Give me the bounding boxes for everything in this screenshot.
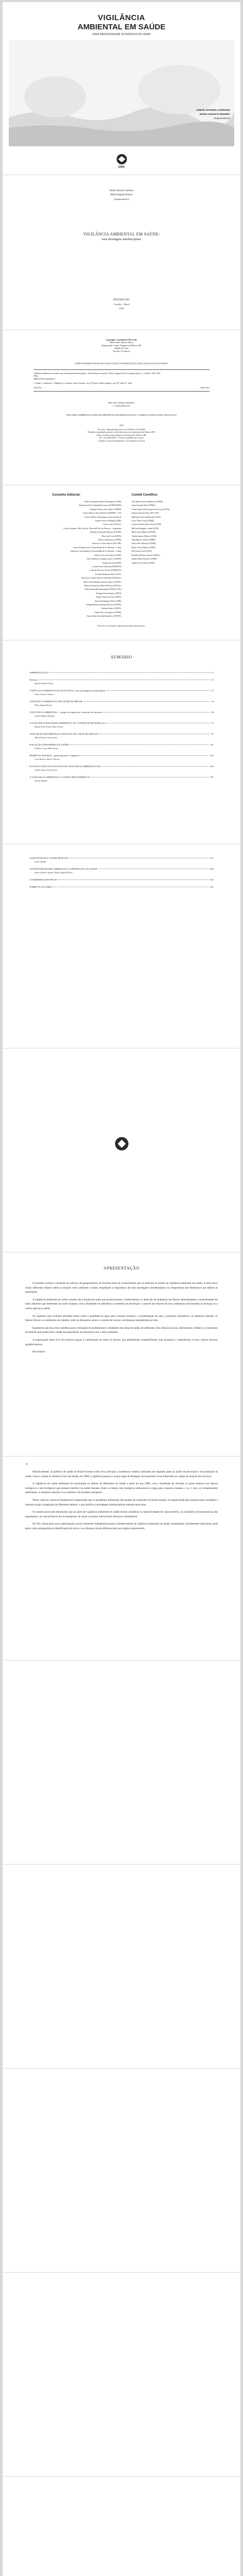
toc-entry-authors: Gabriel Mendes Monteiro bbox=[35, 715, 55, 717]
toc-entry-page: 11 bbox=[211, 671, 214, 674]
paragraph: A organização deste livro foi possível graças à colaboração de todos os autores, que gentilmente compartilharam suas pesquisas e experiências. A eles, nossos sinceros agradecimentos. bbox=[25, 1338, 218, 1346]
cover-title-line1: VIGILÂNCIA bbox=[98, 13, 145, 22]
toc-entry-authors: Lúcia Bezerra, Marcos Vinícius bbox=[35, 758, 60, 760]
blank-page-1 bbox=[3, 1660, 240, 1864]
toc-entry-page: 33 bbox=[211, 700, 214, 703]
publisher-logo-icon bbox=[111, 154, 132, 165]
copyright-page bbox=[3, 330, 240, 485]
paragraph: A vigilância em saúde ambiental foi estruturada no âmbito do Ministério da Saúde a partir do ano 2000, com a finalidade de articular as ações relativas aos fatores biológicos e não biológicos que possam interferir na saúde humana. Entre os fatores não biológicos destacam-se a água para consumo humano, o ar, o solo, os contaminantes ambientais, os desastres naturais e os acidentes com produtos perigosos. bbox=[25, 1482, 218, 1495]
toc-page bbox=[3, 640, 240, 844]
title-page-subtitle: uma abordagem interdisciplinar bbox=[102, 238, 141, 241]
toc-entry-title: Prefácio bbox=[29, 679, 38, 681]
copyright-block bbox=[3, 338, 240, 352]
council-left-title: Conselho Editorial: bbox=[52, 494, 81, 497]
toc-list bbox=[29, 671, 214, 787]
toc-entry-title: VIGILÂNCIA AMBIENTAL – o papel do registro de Controles de Emissões bbox=[29, 711, 103, 714]
half-title-page bbox=[3, 175, 240, 330]
council-member: Maria Lília Imbiriba Sousa Colares (UFOPA) bbox=[83, 580, 121, 583]
council-member: Lauro Pinto Lima (UNEB) bbox=[132, 519, 154, 522]
toc-entry-page: 163 bbox=[210, 765, 214, 768]
council-member: Anna Lourdes Pons (UFMG) bbox=[132, 504, 156, 507]
toc-leader-dots bbox=[58, 879, 209, 880]
council-member: Élsio José Corá (UFFS) bbox=[101, 534, 121, 537]
toc-entry-title: SOBRE OS AUTORES bbox=[29, 886, 52, 888]
toc-entry-page: 261 bbox=[210, 878, 214, 881]
toc-page-2 bbox=[3, 844, 240, 1048]
council-member: Carmen Tereza Velanga (UNIR) bbox=[94, 519, 121, 522]
toc-entry-title: A VIGILÂNCIA EM SAÚDE AMBIENTAL NO CONTROLE DE DOENÇAS bbox=[29, 722, 105, 724]
toc-leader-dots bbox=[80, 755, 209, 756]
toc-entry-title: ANÁLISE DA DISTRIBUIÇÃO ESPACIAL DE CASOS DE DENGUE bbox=[29, 733, 99, 735]
toc-entry-page: 187 bbox=[210, 776, 214, 778]
copyright-year: 2016 bbox=[119, 424, 124, 427]
toc-entry[interactable] bbox=[29, 857, 214, 860]
blank-page-3 bbox=[3, 2069, 240, 2272]
toc-entry-authors: Andréa Santos, Rita Oliveira bbox=[35, 769, 57, 771]
toc-entry[interactable] bbox=[29, 689, 214, 692]
council-member: Paulo Romualdo Hernandes (UNIFAL-MG) bbox=[85, 588, 121, 591]
toc-entry[interactable] bbox=[29, 722, 214, 725]
cip-title: DADOS INTERNACIONAIS DE CATALOGAÇÃO NA PUBLICAÇÃO (CIP) CATALOGAÇÃO NA FONTE bbox=[75, 362, 168, 365]
blank-page-4 bbox=[3, 2273, 240, 2476]
rights-line1: Foi feito o depósito legal conf. Lei 10.994 de 14/12/2004 bbox=[98, 428, 145, 431]
separator-logo bbox=[3, 1136, 240, 1154]
council-member: Gloria Fariñas León (Universidade de La Havana – Cuba) bbox=[73, 546, 121, 549]
council-member: Maria de Lourdes Pinto de Almeida (UNOESC) bbox=[82, 577, 121, 580]
title-page-publisher: EDITORA CRV bbox=[113, 299, 130, 301]
council-member: Simone Rodrigues Pinto (UNB) bbox=[94, 599, 121, 602]
toc-entry-page: 121 bbox=[210, 743, 214, 746]
toc-entry[interactable] bbox=[29, 700, 214, 703]
toc-entry-authors: Paula Andrade bbox=[35, 861, 46, 863]
council-member: Olga Maria Coelho (UFRRJ) bbox=[132, 538, 156, 541]
council-member: Ana Maria Ferreira Menezes (UNEB) bbox=[132, 500, 163, 503]
index-item: 1. Saúde pública 614 bbox=[112, 404, 131, 407]
council-member: Francisco Carlos Duarte (PUC-PR) bbox=[92, 542, 121, 545]
council-member: Paulo César Pinheiro (UFPI) bbox=[132, 546, 156, 549]
council-member: Lídia de Oliveira Xavier (UNIEURO) bbox=[90, 569, 121, 572]
title-page-city: Curitiba – Brasil bbox=[114, 303, 129, 306]
body-page bbox=[3, 1456, 240, 1660]
toc-entry-authors: Jomar Antonio Luterano bbox=[35, 693, 54, 696]
council-member: Elizeu Clementino (UNEB) bbox=[98, 538, 121, 541]
council-member: Gláucia Ferreira Pinto (PUC-SP) bbox=[132, 512, 159, 515]
toc-leader-dots bbox=[84, 701, 210, 702]
cover-organizer1: JOMAR ANTONIO LUTERANO bbox=[196, 109, 230, 111]
toc-entry-authors: Maria Augusta Bourev bbox=[35, 704, 53, 706]
council-member: Eduardo Fernandes Barbosa (UFMG) bbox=[90, 531, 121, 534]
council-member: Guillermo Arias Beatón (Universidade de La Havana – Cuba) bbox=[70, 550, 121, 553]
council-member: Rodrigo Pratte-Santos (UFES) bbox=[96, 591, 121, 595]
cip-isbn: ISBN 978-85-444-0000-0 bbox=[34, 377, 55, 380]
separator-page bbox=[3, 1048, 240, 1252]
toc-entry[interactable] bbox=[29, 765, 214, 768]
council-member: Andréia da Silva Quintanilha Sousa (UNIR/UFRN) bbox=[78, 504, 121, 507]
half-title-org2: Maria Augusta Bourev bbox=[110, 194, 133, 196]
body-text bbox=[25, 1470, 218, 1534]
cover-publisher: CRV bbox=[118, 166, 125, 169]
toc-leader-dots bbox=[104, 712, 210, 713]
paragraph: O presente volume é resultado de esforços de pesquisadores de diversas áreas do conhecimento que se dedicam ao estudo da vigilância ambiental em saúde. A obra busca reunir diferentes olhares sobre as relações entre ambiente e saúde, ressaltando a importância de uma abordagem interdisciplinar na compreensão dos fenômenos que afetam as populações. bbox=[25, 1282, 218, 1294]
paragraph: Esperamos que esta obra contribua para a formação de profissionais e estudantes das áreas da saúde, do ambiente e das ciências sociais, estimulando o debate e a construção de práticas que promovam a saúde das populações em harmonia com o meio ambiente. bbox=[25, 1326, 218, 1334]
toc-entry[interactable] bbox=[29, 776, 214, 779]
index-title: Índice para catálogo sistemático bbox=[108, 401, 135, 404]
half-title-org1: Jomar Antonio Luterano bbox=[109, 190, 134, 192]
council-member: Vanda Lúcia Freitas (UFPI) bbox=[132, 561, 155, 564]
toc-leader-dots bbox=[101, 766, 209, 767]
toc-entry-title: CONSIDERAÇÕES FINAIS bbox=[29, 878, 57, 881]
copyright-line5: Revisão: Os Autores bbox=[113, 349, 130, 352]
toc-entry-title: PLANTAS TÓXICAS E PLANTAS DE VIGILÂNCIA AMBIENTAL EM bbox=[29, 765, 101, 768]
toc-entry[interactable] bbox=[29, 671, 214, 674]
toc-entry-page: 239 bbox=[210, 868, 214, 870]
council-member: Solange Helena Ximenes-Rocha (UFOPA) bbox=[86, 603, 121, 606]
cip-subjects: 1. Saúde 2. Ambiente 3. Vigilância I. Luterano, Jomar Antonio. org. II. Bourev, Maria Augusta. org. III. Título IV. Série. bbox=[34, 382, 133, 385]
presentation-heading: APRESENTAÇÃO bbox=[103, 1266, 140, 1270]
council-right-title: Comitê Científico: bbox=[132, 494, 158, 497]
cover-subtitle: UMA ABORDAGEM INTERDISCIPLINAR bbox=[92, 33, 151, 36]
paragraph: Boa leitura! bbox=[33, 1350, 45, 1354]
cover-page bbox=[3, 2, 240, 175]
rights-line4: Tel.: (41) 3039-6418 - E-mail: sac@editoracrv.com.br bbox=[99, 436, 144, 439]
paragraph: Os capítulos aqui reunidos abordam temas como a qualidade da água para consumo humano, a contaminação do solo, a poluição atmosférica, os desastres naturais, os fatores físicos e os ambientes de trabalho, além de discussões sobre o controle de vetores e de doenças transmitidas por eles. bbox=[25, 1314, 218, 1323]
toc-entry-title: APRESENTAÇÃO bbox=[29, 671, 48, 674]
toc-entry-authors: Jomar Antonio Luterano, Maria Augusta Bourev bbox=[35, 872, 73, 874]
toc-entry-title: A VIGILÂNCIA AMBIENTAL E OS RECURSOS HÍDRICOS bbox=[29, 776, 90, 778]
toc-entry-title: CAPÍTULO ELEMENTOS DA VIGILÂNCIA: uma abordagem interdisciplinar bbox=[29, 689, 106, 692]
toc-entry[interactable] bbox=[29, 733, 214, 736]
cover-illustration bbox=[9, 40, 234, 146]
council-left-list bbox=[34, 500, 121, 618]
legal-notice: ESTA OBRA TAMBÉM ENCONTRA-SE DISPONÍVEL EM FORMATO DIGITAL. CONHEÇA E BAIXE NOSSO APLICATIVO! bbox=[66, 414, 177, 416]
council-member: Sydione Santos (UEPG) bbox=[101, 607, 121, 610]
council-member: Rita Sousa Lima (UFPI) bbox=[132, 550, 152, 553]
toc-entry-title: RESÍDUOS SÓLIDOS – gerenciamento e vigilância bbox=[29, 754, 80, 757]
council-member: Lúcia de Fátima Dias Vieira (UFPI) bbox=[132, 523, 161, 526]
council-member: Celso Conti (UFSCar) bbox=[103, 523, 121, 526]
paragraph: Por fim, destacamos que a participação social é elemento indispensável para o fortalecimento da vigilância ambiental em saúde. A população, devidamente informada, pode atuar como protagonista na identificação de riscos e na cobrança de providências junto aos órgãos responsáveis. bbox=[25, 1522, 218, 1530]
council-member: Sandra Maria Ferreira (UEPB) bbox=[132, 557, 157, 561]
council-member: Aldira Guimarães Duarte Domínguez (UNB) bbox=[84, 500, 121, 503]
rights-line3: Todos os direitos desta edição reservados pela: Editora CRV bbox=[96, 433, 147, 436]
copyright-line2: Editor-chefe: Railson Moura bbox=[109, 341, 134, 344]
rights-line2: Proibida a reprodução parcial ou total desta obra sem autorização da Editora CRV bbox=[88, 431, 155, 434]
paragraph: Historicamente, as políticas de saúde no Brasil tiveram como foco principal a assistência curativa, deixando em segundo plano as ações de prevenção e de promoção da saúde. Com a criação do Sistema Único de Saúde, em 1988, a vigilância passou a ocupar lugar de destaque, incorporando novas dimensões ao campo de atuação dos serviços. bbox=[25, 1470, 218, 1478]
council-member: Otávio Reis Bezerra (UNEB) bbox=[132, 542, 156, 545]
cover-title-line2: AMBIENTAL EM SAÚDE bbox=[77, 23, 166, 31]
toc-leader-dots bbox=[49, 672, 210, 673]
council-member: João Adalberto Campato Junior (UNESP) bbox=[87, 557, 121, 561]
blank-page-5 bbox=[3, 2477, 240, 2576]
council-member: Tania Suely Azevedo Brasileiro (UFOPA) bbox=[86, 615, 121, 618]
cip-cdd: CDD 614.4 bbox=[200, 386, 209, 389]
cip-main: Vigilância ambiental em saúde: uma abordagem interdisciplinar / Jomar Antonio Luterano, Maria Augusta Bourev (organizadores) – Curitiba: CRV, 2016. bbox=[34, 372, 161, 375]
council-member: Sérgio Nunes de Jesus (IFRO) bbox=[96, 596, 121, 599]
toc-entry-authors: Eduardo Maciel Gomes bbox=[35, 683, 54, 685]
toc-entry[interactable] bbox=[29, 711, 214, 714]
paragraph: Os autores procuram demonstrar que as ações de vigilância ambiental em saúde devem considerar as especificidades de cada território, as condições socioeconômicas das populações e as características dos ecossistemas, de modo a orientar intervenções eficazes e sustentáveis. bbox=[25, 1511, 218, 1518]
blank-page-2 bbox=[3, 1865, 240, 2068]
toc-list-continued bbox=[29, 857, 214, 893]
publisher-logo-icon bbox=[110, 1136, 133, 1151]
council-page bbox=[3, 485, 240, 640]
copyright-line3: Diagramação e Capa: Designers da Editora CRV bbox=[101, 344, 142, 347]
toc-leader-dots bbox=[107, 690, 210, 691]
page-number: 10 bbox=[25, 1463, 28, 1465]
copyright-line4: Imagem de Capa: bbox=[114, 347, 129, 350]
toc-entry-authors: Frederico Costa, Hélio Duarte bbox=[35, 748, 58, 750]
toc-entry-page: 267 bbox=[210, 886, 214, 888]
council-member: Leonel Severo Rocha (UNISINOS) bbox=[92, 565, 121, 568]
cover-publisher-logo bbox=[3, 154, 240, 167]
council-member: Antônio Pereira Gaio Júnior (UFRRJ) bbox=[90, 507, 121, 511]
cip-pages: 308 p. bbox=[34, 375, 39, 378]
paragraph: A vigilância ambiental em saúde constitui um conjunto de ações que proporcionam o conhecimento e a detecção de mudanças nos fatores determinantes e condicionantes do meio ambiente que interferem na saúde humana, com a finalidade de identificar as medidas de prevenção e controle dos fatores de risco ambientais relacionados às doenças ou a outros agravos à saúde. bbox=[25, 1298, 218, 1310]
cover-organizers-label: (Organizadores) bbox=[214, 117, 230, 120]
council-member: Hibernon Fuchs Roblewsky (UFG) bbox=[132, 515, 161, 518]
council-member: Carlos Federico Domínguez Avila (Unieuro) bbox=[84, 515, 121, 518]
copyright-line1: Copyright © da Editora CRV Ltda. bbox=[106, 338, 137, 341]
title-page-year: 2016 bbox=[119, 307, 124, 310]
paragraph: Nesse contexto, torna-se fundamental compreender que os problemas ambientais não podem ser analisados de forma isolada. A complexidade das relações entre sociedade e natureza exige a integração de diferentes saberes, o que justifica a abordagem interdisciplinar adotada nesta obra. bbox=[25, 1498, 218, 1506]
toc-entry-title: AGROTÓXICOS E SAÚDE HUMANA bbox=[29, 857, 69, 859]
council-member: Josania Portela (UFPI) bbox=[102, 561, 121, 564]
toc-entry-authors: Ricardo Mendes bbox=[35, 780, 47, 782]
toc-entry-page: 71 bbox=[211, 722, 214, 724]
council-member: Carlos Alberto Vilar Estêvão (UMINHO – PT) bbox=[83, 512, 121, 515]
council-member: Jailson Alves dos Santos (UFRJ) bbox=[94, 553, 121, 556]
council-right-list bbox=[132, 500, 219, 565]
council-member: Maria Lúcia Bianca (UFMS) bbox=[132, 531, 156, 534]
toc-entry-page: 17 bbox=[211, 689, 214, 692]
toc-entry[interactable] bbox=[29, 743, 214, 747]
toc-entry-authors: Rômulo Pinto Rocha, Paulo Ferreira bbox=[35, 726, 63, 728]
rights-block bbox=[23, 428, 220, 442]
half-title-label: (Organizadores) bbox=[114, 198, 129, 200]
toc-entry-title: POLUIÇÃO ATMOSFÉRICA E SAÚDE bbox=[29, 743, 69, 746]
toc-entry-page: 97 bbox=[211, 733, 214, 735]
cip-cdu: CDU 614 bbox=[34, 386, 42, 389]
council-member: Tadeu Oliver Gonçalves (UFPA) bbox=[94, 611, 121, 614]
toc-leader-dots bbox=[70, 744, 209, 745]
toc-entry-page: 49 bbox=[211, 711, 214, 714]
council-member: Ronaldo Menezes Santos (UFBA) bbox=[132, 553, 160, 556]
cover-image bbox=[9, 40, 234, 146]
toc-heading: SUMÁRIO bbox=[110, 655, 133, 659]
toc-entry-title: VIGILÂNCIA AMBIENTAL EM SAÚDE NO BRASIL bbox=[29, 700, 83, 703]
council-member: Maria Cristina dos Santos Bezerra (UFSCar) bbox=[84, 584, 121, 587]
toc-entry[interactable] bbox=[29, 886, 214, 889]
council-member: Natália Santos Ribeiro (UNB) bbox=[132, 534, 157, 537]
rights-line5: Conheça os nossos lançamentos: www.editoracrv.com.br bbox=[98, 439, 145, 442]
toc-entry-page: 13 bbox=[211, 679, 214, 681]
council-member: Lourdes Helena da Silva (UFV) bbox=[94, 572, 121, 575]
toc-entry-title: SUSTENTABILIDADE AMBIENTAL E A PROMOÇÃO DA SAÚDE bbox=[29, 868, 98, 870]
toc-entry[interactable] bbox=[29, 878, 214, 882]
cover-organizer2: MARIA AUGUSTA BOUREV bbox=[199, 113, 230, 115]
council-member: Cesar Gerónimo Tello (Univer. Nacional Três de Febrero – Argentina) bbox=[63, 527, 121, 530]
toc-entry[interactable] bbox=[29, 679, 214, 682]
cip-box bbox=[34, 369, 209, 392]
presentation-page bbox=[3, 1252, 240, 1456]
council-member: Márcia Rodrigues Cunha (UFPI) bbox=[132, 527, 159, 530]
toc-entry[interactable] bbox=[29, 868, 214, 871]
title-page-title: VIGILÂNCIA AMBIENTAL EM SAÚDE: bbox=[83, 232, 160, 236]
toc-entry-authors: Márcia Ramos, Luana Souza bbox=[35, 737, 57, 739]
toc-entry[interactable] bbox=[29, 754, 214, 757]
presentation-body bbox=[25, 1281, 218, 1358]
council-note: Este livro foi avaliado e aprovado por pareceristas ad hoc. bbox=[98, 624, 145, 627]
toc-entry-page: 211 bbox=[210, 857, 214, 859]
toc-entry-page: 143 bbox=[210, 754, 214, 757]
council-member: Cleide Aparecida Gonçalves de Sousa (UFPI) bbox=[132, 507, 170, 511]
